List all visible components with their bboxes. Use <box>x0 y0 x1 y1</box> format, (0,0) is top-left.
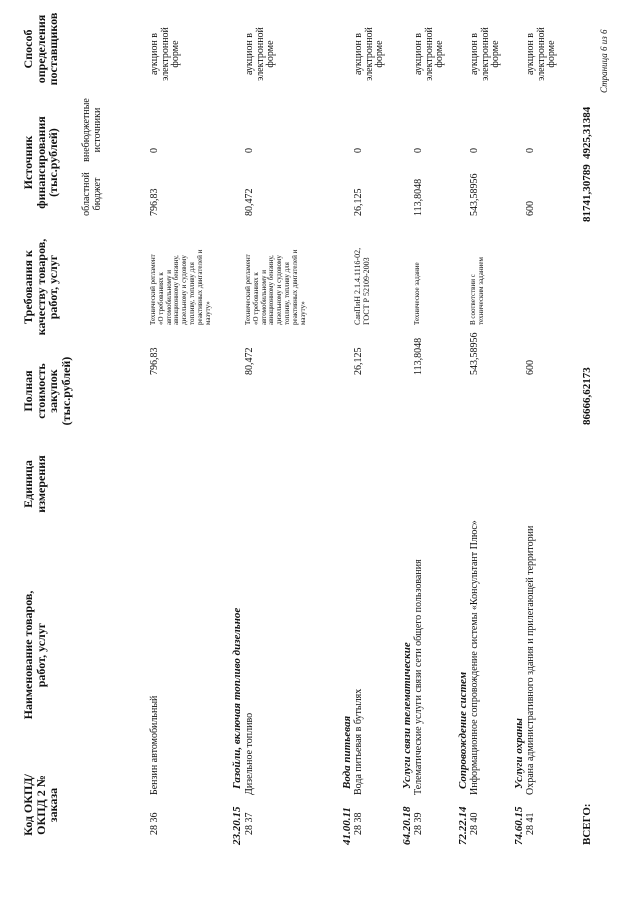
item-cost: 26,125 <box>353 347 364 375</box>
item-extra: 0 <box>353 148 364 153</box>
totals-regional: 81741,30789 <box>581 164 593 222</box>
item-requirements: Технический регламент «О требованиях к автомобильному и авиационному бензину, дизельному и судовому топливу, топливу для реактивных двигателей и мазуту» <box>244 249 307 325</box>
header-code: Код ОКПД/ ОКПД 2 № заказа <box>21 774 61 836</box>
totals-extra: 4925,31384 <box>581 106 593 159</box>
group-title: Вода питьевая <box>341 715 353 789</box>
item-cost: 113,8048 <box>413 337 424 375</box>
item-method: аукцион в электронной форме <box>413 27 445 81</box>
order-number: 28 40 <box>469 812 480 835</box>
header-fin-regional: областной бюджет <box>81 172 103 216</box>
item-regional: 600 <box>525 201 536 216</box>
order-number: 28 37 <box>244 812 255 835</box>
header-method: Способ определения поставщиков <box>21 12 61 86</box>
order-number: 28 41 <box>525 812 536 835</box>
item-method: аукцион в электронной форме <box>149 27 181 81</box>
item-name: Информационное сопровождение системы «Консультант Плюс» <box>469 520 480 795</box>
group-header <box>514 718 526 845</box>
item-extra: 0 <box>413 148 424 153</box>
item-regional: 796,83 <box>149 188 160 216</box>
item-regional: 80,472 <box>244 188 255 216</box>
group-header <box>232 608 244 845</box>
group-code: 41.00.11 <box>341 807 353 845</box>
header-requirements: Требования к качеству товаров, работ, услуг <box>21 238 61 336</box>
header-fin-extra: внебюджетные источники <box>81 98 103 162</box>
item-name: Дизельное топливо <box>244 712 255 795</box>
item-name: Вода питьевая в бутылях <box>353 688 364 795</box>
order-number: 28 38 <box>353 812 364 835</box>
group-title: Услуги охраны <box>513 718 525 789</box>
group-title: Газойли, включая топливо дизельное <box>231 607 243 789</box>
item-extra: 0 <box>149 148 160 153</box>
item-requirements: Технический регламент «О требованиях к автомобильному и авиационному бензину, дизельному и судовому топливу, топливу для реактивных двигателей и мазуту» <box>149 249 212 325</box>
item-cost: 543,58956 <box>469 332 480 375</box>
group-title: Услуги связи телематические <box>401 642 413 789</box>
item-cost: 600 <box>525 360 536 375</box>
group-code: 23.20.15 <box>231 806 243 845</box>
item-regional: 113,8048 <box>413 178 424 216</box>
item-regional: 26,125 <box>353 188 364 216</box>
item-cost: 796,83 <box>149 347 160 375</box>
header-cost: Полная стоимость закупок (тыс.рублей) <box>21 356 73 426</box>
item-method: аукцион в электронной форме <box>469 27 501 81</box>
item-regional: 543,58956 <box>469 173 480 216</box>
item-extra: 0 <box>469 148 480 153</box>
item-extra: 0 <box>525 148 536 153</box>
item-cost: 80,472 <box>244 347 255 375</box>
item-extra: 0 <box>244 148 255 153</box>
page-number: Страница 6 из 6 <box>599 29 609 93</box>
header-name: Наименование товаров, работ, услуг <box>21 590 48 720</box>
item-requirements: СанПиН 2.1.4.1116-02, ГОСТ Р 52109-2003 <box>353 247 371 325</box>
header-unit: Единица измерения <box>21 455 48 513</box>
totals-label: ВСЕГО: <box>581 803 593 845</box>
item-method: аукцион в электронной форме <box>525 27 557 81</box>
group-header <box>342 716 354 845</box>
item-requirements: Техническое задание <box>413 262 421 325</box>
item-name: Телематические услуги связи сети общего пользования <box>413 559 424 795</box>
group-code: 72.22.14 <box>457 806 469 845</box>
group-header <box>458 672 470 845</box>
group-header <box>402 642 414 845</box>
group-code: 74.60.15 <box>513 806 525 845</box>
group-title: Сопровождение систем <box>457 671 469 789</box>
item-name: Бензин автомобильный <box>149 695 160 795</box>
order-number: 28 36 <box>149 812 160 835</box>
item-requirements: В соответствии с техническим заданием <box>469 257 485 325</box>
item-method: аукцион в электронной форме <box>353 27 385 81</box>
group-code: 64.20.18 <box>401 806 413 845</box>
order-number: 28 39 <box>413 812 424 835</box>
totals-cost: 86666,62173 <box>581 367 593 425</box>
header-financing: Источник финансирования (тыс.рублей) <box>21 116 61 209</box>
item-method: аукцион в электронной форме <box>244 27 276 81</box>
item-name: Охрана административного здания и прилегающей территории <box>525 525 536 795</box>
